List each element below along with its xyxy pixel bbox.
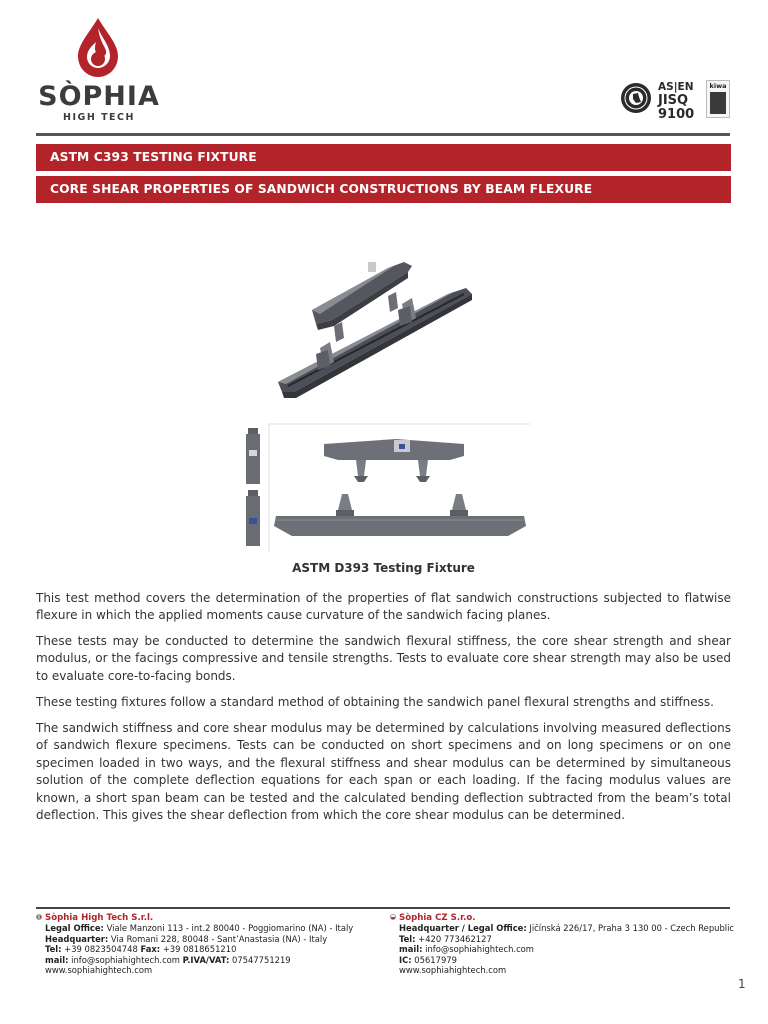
cz-tel-label: Tel: bbox=[399, 933, 416, 944]
paragraph-2: These tests may be conducted to determine the sandwich flexural stiffness, the core shear strength and shear modulus, or the facings compressive and tensile strengths. Tests to evaluate core shear strength may also be used to evaluate core-to-facing bonds. bbox=[36, 634, 731, 683]
cert-9100: 9100 bbox=[658, 107, 695, 122]
certification-label bbox=[658, 80, 702, 122]
legal-value: Viale Manzoni 113 - int.2 80040 - Poggiomarino (NA) - Italy bbox=[106, 923, 354, 934]
kiwa-mark-icon bbox=[710, 92, 726, 114]
cert-jisq: JISQ bbox=[658, 93, 689, 108]
tel-value: +39 0823504748 bbox=[64, 944, 138, 955]
cert-asen: AS|EN bbox=[658, 81, 694, 93]
certifications bbox=[618, 78, 732, 122]
vat-value: 07547751219 bbox=[232, 954, 291, 965]
company-logo bbox=[36, 18, 162, 124]
fixture-isometric-image bbox=[268, 242, 478, 404]
footer-italy-mail bbox=[36, 955, 376, 965]
fixture-front-view-image bbox=[268, 422, 530, 552]
footer-italy-title bbox=[36, 913, 376, 923]
vat-label: P.IVA/VAT: bbox=[182, 954, 230, 965]
legal-label: Legal Office: bbox=[45, 923, 104, 934]
footer-czech-web[interactable]: www.sophiahightech.com bbox=[399, 965, 507, 976]
mail-value: info@sophiahightech.com bbox=[71, 954, 180, 965]
italy-flag-icon bbox=[36, 914, 42, 920]
footer-czech bbox=[390, 913, 735, 975]
cz-ic-value: 05617979 bbox=[414, 954, 457, 965]
cz-mail-label: mail: bbox=[399, 944, 423, 955]
title-banner: ASTM C393 TESTING FIXTURE bbox=[36, 144, 731, 171]
fixture-side-view-image bbox=[242, 424, 264, 550]
czech-flag-icon bbox=[390, 914, 396, 920]
page-number: 1 bbox=[738, 977, 746, 991]
footer-czech-ic bbox=[390, 955, 735, 965]
footer-italy-company: Sòphia High Tech S.r.l. bbox=[45, 913, 154, 923]
paragraph-3: These testing fixtures follow a standard method of obtaining the sandwich panel flexural strengths and stiffness. bbox=[36, 695, 714, 709]
footer-italy-web[interactable]: www.sophiahightech.com bbox=[45, 965, 153, 976]
paragraph-4: The sandwich stiffness and core shear modulus may be determined by calculations involving measured deflections of sandwich flexure specimens. Tests can be conducted on short specimens and on long specimens or on one specimen loaded in two ways, and the flexural stiffness and shear modulus can be determined by simultaneous solution of the complete deflection equations for each span or each loading. If the facing modulus values are known, a short span beam can be tested and the calculated bending deflection subtracted from the beam’s total deflection. This gives the shear deflection from which the core shear modulus can be determined. bbox=[36, 721, 731, 823]
cz-hq-value: Jičínská 226/17, Praha 3 130 00 - Czech Republic bbox=[529, 923, 735, 934]
hq-label: Headquarter: bbox=[45, 933, 109, 944]
logo-tagline: HIGH TECH bbox=[63, 112, 135, 123]
cz-ic-label: IC: bbox=[399, 954, 412, 965]
cz-hq-label: Headquarter / Legal Office: bbox=[399, 923, 527, 934]
footer-italy-hq bbox=[36, 934, 376, 944]
paragraph-1: This test method covers the determination of the properties of flat sandwich constructions subjected to flatwise flexure in which the applied moments cause curvature of the sandwich facing planes. bbox=[36, 591, 731, 623]
cz-mail-value: info@sophiahightech.com bbox=[425, 944, 534, 955]
logo-wordmark: SÒPHIA bbox=[38, 81, 160, 112]
fax-label: Fax: bbox=[140, 944, 161, 955]
kiwa-label: kiwa bbox=[709, 82, 727, 90]
footer-czech-hq bbox=[390, 923, 735, 933]
cz-tel-value: +420 773462127 bbox=[418, 933, 492, 944]
header-divider bbox=[36, 133, 730, 136]
footer-czech-phone bbox=[390, 934, 735, 944]
drop-logo-icon bbox=[76, 18, 120, 78]
tel-label: Tel: bbox=[45, 944, 62, 955]
footer-italy-phone bbox=[36, 944, 376, 954]
accredia-seal-icon bbox=[620, 82, 652, 114]
footer-divider bbox=[36, 907, 730, 909]
footer-italy-legal bbox=[36, 923, 376, 933]
footer-czech-title bbox=[390, 913, 735, 923]
mail-label: mail: bbox=[45, 954, 69, 965]
footer-czech-mail bbox=[390, 944, 735, 954]
footer-italy bbox=[36, 913, 376, 975]
subtitle-banner: CORE SHEAR PROPERTIES OF SANDWICH CONSTRUCTIONS BY BEAM FLEXURE bbox=[36, 176, 731, 203]
footer-czech-company: Sòphia CZ S.r.o. bbox=[399, 913, 476, 923]
kiwa-badge bbox=[706, 80, 730, 118]
fax-value: +39 0818651210 bbox=[162, 944, 237, 955]
hq-value: Via Romani 228, 80048 - Sant’Anastasia (NA) - Italy bbox=[110, 933, 328, 944]
figure-caption: ASTM D393 Testing Fixture bbox=[292, 561, 475, 575]
